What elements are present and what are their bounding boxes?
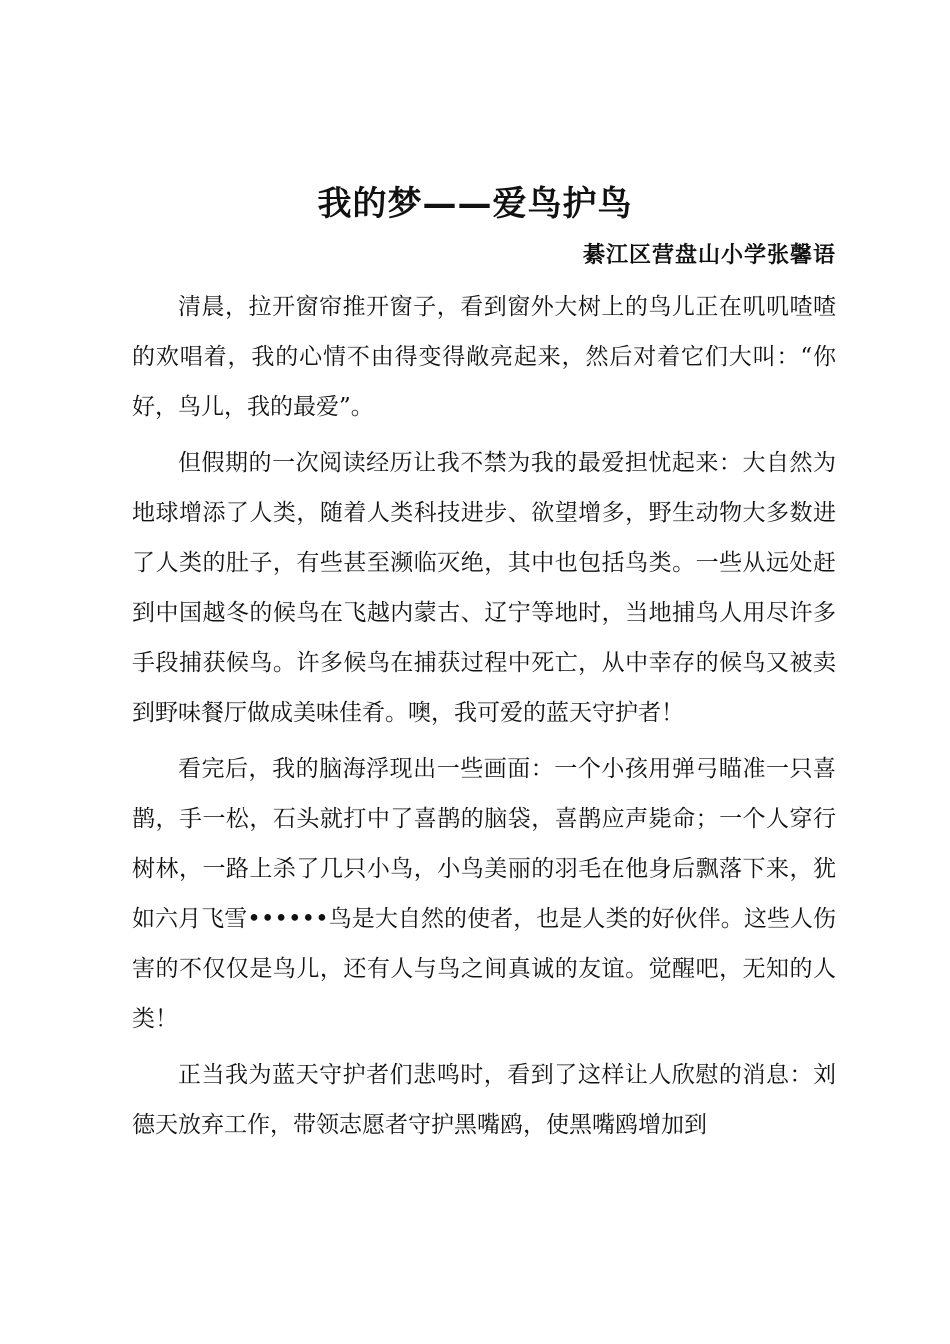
document-title: 我的梦——爱鸟护鸟 <box>317 184 633 224</box>
document-body <box>132 282 836 1150</box>
document-author: 綦江区营盘山小学张馨语 <box>582 242 836 268</box>
paragraph-2: 但假期的一次阅读经历让我不禁为我的最爱担忧起来：大自然为地球增添了人类，随着人类科技进步、欲望增多，野生动物大多数进了人类的肚子，有些甚至濒临灭绝，其中也包括鸟类。一些从远处赶到中国越冬的候鸟在飞越内蒙古、辽宁等地时，当地捕鸟人用尽许多手段捕获候鸟。许多候鸟在捕获过程中死亡，从中幸存的候鸟又被卖到野味餐厅做成美味佳肴。噢，我可爱的蓝天守护者！ <box>132 450 836 726</box>
paragraph-4: 正当我为蓝天守护者们悲鸣时，看到了这样让人欣慰的消息：刘德天放弃工作，带领志愿者守护黑嘴鸥，使黑嘴鸥增加到 <box>132 1062 836 1138</box>
paragraph-1: 清晨，拉开窗帘推开窗子，看到窗外大树上的鸟儿正在叽叽喳喳的欢唱着，我的心情不由得变得敞亮起来，然后对着它们大叫：“你好，鸟儿，我的最爱”。 <box>132 294 836 420</box>
paragraph-3: 看完后，我的脑海浮现出一些画面：一个小孩用弹弓瞄准一只喜鹊，手一松，石头就打中了喜鹊的脑袋，喜鹊应声毙命；一个人穿行树林，一路上杀了几只小鸟，小鸟美丽的羽毛在他身后飘落下来，犹如六月飞雪••••••鸟是大自然的使者，也是人类的好伙伴。这些人伤害的不仅仅是鸟儿，还有人与鸟之间真诚的友谊。觉醒吧，无知的人类！ <box>132 756 836 1032</box>
